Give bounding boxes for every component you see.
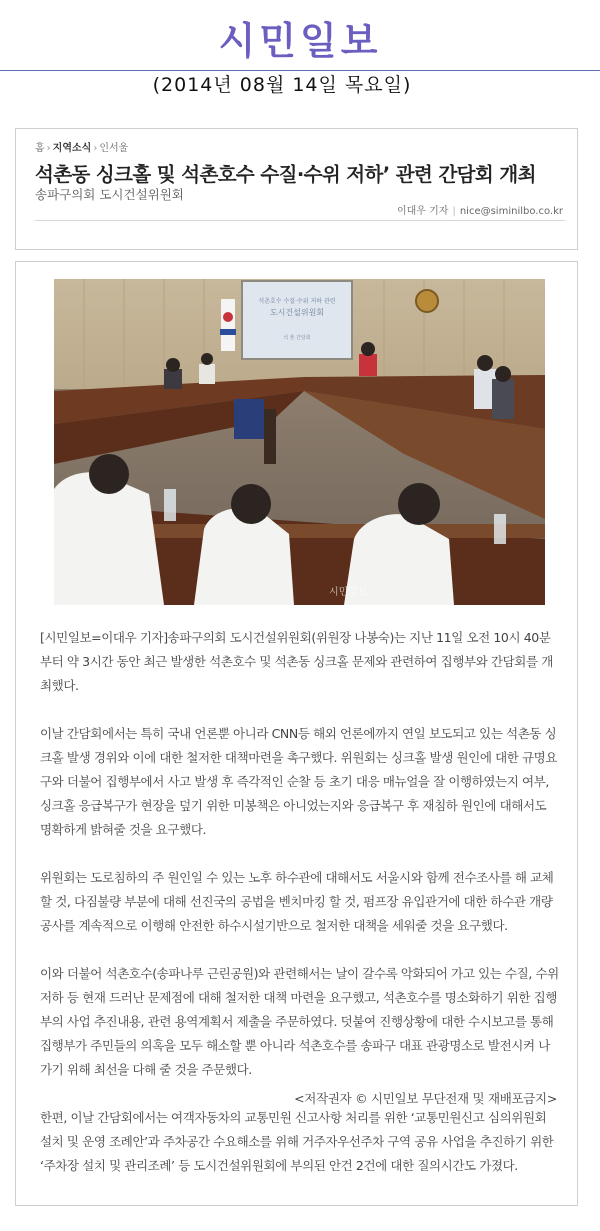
issue-date: (2014년 08월 14일 목요일)	[152, 74, 412, 96]
screen-text-caption: 석 촌 간담회	[283, 335, 311, 341]
masthead	[0, 0, 600, 71]
breadcrumb-subcategory[interactable]: 인서울	[99, 143, 129, 154]
article-photo	[54, 279, 545, 605]
screen-text-line1: 석촌호수 수질·수위 저하 관련	[258, 298, 336, 305]
copyright-notice: <저작권자 © 시민일보 무단전재 및 재배포금지>	[294, 1091, 557, 1106]
byline-separator: |	[452, 206, 456, 217]
paragraph: 한편, 이날 간담회에서는 여객자동차의 교통민원 신고사항 처리를 위한 ‘교통민원신고 심의위원회 설치 및 운영 조례안’과 주차공간 수요해소를 위해 거주자우선주차 구역 공유 사업을 추진하기 위한 ‘주차장 설치 및 관리조례’ 등 도시건설위원회에 부의된 안건 2건에 대한 질의시간도 가졌다.	[40, 1110, 554, 1173]
breadcrumb-home[interactable]: 홈	[35, 143, 45, 154]
header-divider	[35, 220, 565, 221]
author-name: 이대우 기자	[396, 206, 449, 217]
chevron-right-icon: ›	[93, 143, 98, 154]
article-body	[15, 261, 578, 1206]
breadcrumb	[35, 139, 128, 154]
chevron-right-icon: ›	[46, 143, 51, 154]
author-email[interactable]: nice@siminilbo.co.kr	[459, 206, 563, 217]
breadcrumb-category[interactable]: 지역소식	[52, 143, 92, 154]
article-headline: 석촌동 싱크홀 및 석촌호수 수질·수위 저하’ 관련 간담회 개최	[35, 163, 536, 186]
photo-watermark: 시민일보	[329, 587, 368, 598]
newspaper-logo[interactable]: 시민일보	[218, 19, 382, 63]
paragraph: 위원회는 도로침하의 주 원인일 수 있는 노후 하수관에 대해서도 서울시와 함께 전수조사를 해 교체할 것, 다짐불량 부분에 대해 선진국의 공법을 벤치마킹 할 것, 펌프장 유입관거에 대한 하수관 개량 공사를 계속적으로 이행해 안전한 하수시설기반으로 철저한 대책을 세워줄 것을 요구했다.	[40, 870, 554, 933]
paragraph: 이날 간담회에서는 특히 국내 언론뿐 아니라 CNN등 해외 언론에까지 연일 보도되고 있는 석촌동 싱크홀 발생 경위와 이에 대한 철저한 대책마련을 촉구했다. 위원회는 싱크홀 발생 원인에 대한 규명요구와 더불어 집행부에서 사고 발생 후 즉각적인 순찰 등 초기 대응 매뉴얼을 잘 이행하였는지 여부, 싱크홀 응급복구가 현장을 덮기 위한 미봉책은 아니었는지와 응급복구 후 재침하 원인에 대해서도 명확하게 밝혀줄 것을 요구했다.	[40, 726, 558, 837]
paragraph: [시민일보=이대우 기자]송파구의회 도시건설위원회(위원장 나봉숙)는 지난 11일 오전 10시 40분부터 약 3시간 동안 최근 발생한 석촌호수 및 석촌동 싱크홀 문제와 관련하여 집행부와 간담회를 개최했다.	[40, 630, 553, 693]
paragraph: 이와 더불어 석촌호수(송파나루 근린공원)와 관련해서는 날이 갈수록 악화되어 가고 있는 수질, 수위저하 등 현재 드러난 문제점에 대해 철저한 대책 마련을 요구했고, 석촌호수를 명소화하기 위한 집행부의 사업 추진내용, 관련 용역계획서 제출을 주문하였다. 덧붙여 진행상황에 대한 수시보고를 통해 집행부가 주민들의 의혹을 모두 해소할 뿐 아니라 석촌호수를 송파구 대표 관광명소로 발전시켜 나가기 위해 최선을 다해 줄 것을 주문했다.	[40, 966, 559, 1077]
article-subhead: 송파구의회 도시건설위원회	[35, 187, 184, 202]
article-header	[15, 128, 578, 250]
screen-text-line2: 도시건설위원회	[269, 308, 325, 317]
byline	[397, 202, 563, 217]
